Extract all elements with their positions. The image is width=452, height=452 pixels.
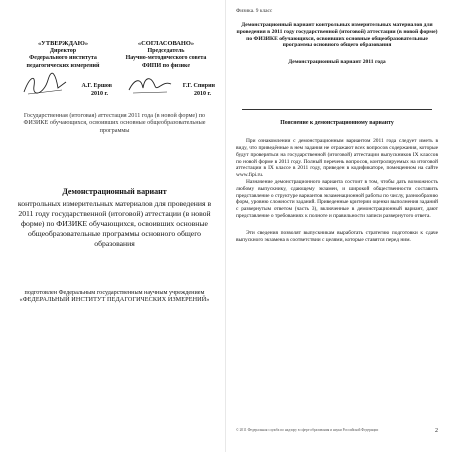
approve-header: «УТВЕРЖДАЮ»: [37, 40, 89, 47]
agree-year: 2010 г.: [193, 90, 211, 97]
exam-note: Государственная (итоговая) аттестация 2011 года (в новой форме) по ФИЗИКЕ обучающихся, освоивших основные общеобразовательные программы: [23, 111, 206, 134]
agree-name: Г.Г. Спирин: [182, 82, 215, 89]
approve-stamp: [14, 40, 112, 98]
divider: [242, 109, 432, 110]
agree-position: Председатель: [147, 48, 185, 55]
paragraph: Эти сведения позволят выпускникам выработать стратегию подготовки к сдаче выпускного экзамена в соответствии с целями, которые ставятся перед ним.: [236, 229, 438, 243]
page-footer: [236, 428, 438, 432]
approval-block: [14, 40, 215, 98]
document-subtitle: контрольных измерительных материалов для проведения в 2011 году государственной (итоговой) аттестации (в новой форме) по ФИЗИКЕ обучающихся, освоивших основные общеобразовательные программы основного общего образования: [17, 198, 212, 248]
agree-header: «СОГЛАСОВАНО»: [137, 40, 195, 47]
right-subtitle: Демонстрационный вариант 2011 года: [288, 59, 386, 66]
approve-name: А.Г. Ершов: [81, 82, 112, 89]
copyright-text: © 2011 Федеральная служба по надзору в сфере образования и науки Российской Федерации: [236, 428, 379, 432]
prepared-by-text: подготовлен Федеральным государственным научным учреждением: [24, 288, 205, 296]
paragraph: Назначение демонстрационного варианта состоит в том, чтобы дать возможность любому выпускнику, сдающему экзамен, и широкой общественности составить представление о структуре вариантов экзаменационной работы по числу, разнообразию форм, уровню сложности заданий. Приведенные критерии оценки выполнения заданий с развернутым ответом (часть 3), включенные в демонстрационный вариант, дают представление о требованиях к полноте и правильности записи развернутого ответа.: [236, 178, 438, 219]
paragraph: При ознакомлении с демонстрационным вариантом 2011 года следует иметь в виду, что приведённые в нем задания не отражают всех вопросов содержания, которые будут проверяться на государственной (итоговой) аттестации выпускников IX классов по новой форме в 2011 году. Полный перечень вопросов, контролируемых на итоговой аттестации в IX классе в 2011 году, приведен в кодификаторе, помещенном на сайте www.fipi.ru.: [236, 138, 438, 179]
right-title: Демонстрационный вариант контрольных измерительных материалов для проведения в 2011 году государственной (итоговой) аттестации (в новой форме) по ФИЗИКЕ обучающихся, освоивших основные общеобразовательные программы основного общего образования: [236, 22, 438, 49]
approve-org: Федерального института педагогических измерений: [26, 55, 100, 69]
running-head: Физика. 9 класс: [236, 8, 273, 14]
agree-org: Научно-методического совета ФИПИ по физике: [125, 55, 207, 69]
approve-year: 2010 г.: [90, 90, 108, 97]
right-page: [226, 0, 452, 452]
approve-position: Директор: [49, 48, 77, 55]
explanation-title: Пояснение к демонстрационному варианту: [280, 120, 394, 127]
document-title-block: [14, 187, 215, 249]
approve-signature-icon: [22, 72, 72, 96]
document-title: Демонстрационный вариант: [62, 186, 167, 196]
approve-signature-area: [14, 72, 112, 98]
agree-stamp: [117, 40, 215, 98]
prepared-by-block: [14, 289, 215, 304]
agree-signature-icon: [125, 72, 175, 96]
page-number: 2: [435, 428, 438, 434]
agree-signature-area: [117, 72, 215, 98]
institute-name: «ФЕДЕРАЛЬНЫЙ ИНСТИТУТ ПЕДАГОГИЧЕСКИХ ИЗМЕРЕНИЙ»: [19, 296, 210, 304]
